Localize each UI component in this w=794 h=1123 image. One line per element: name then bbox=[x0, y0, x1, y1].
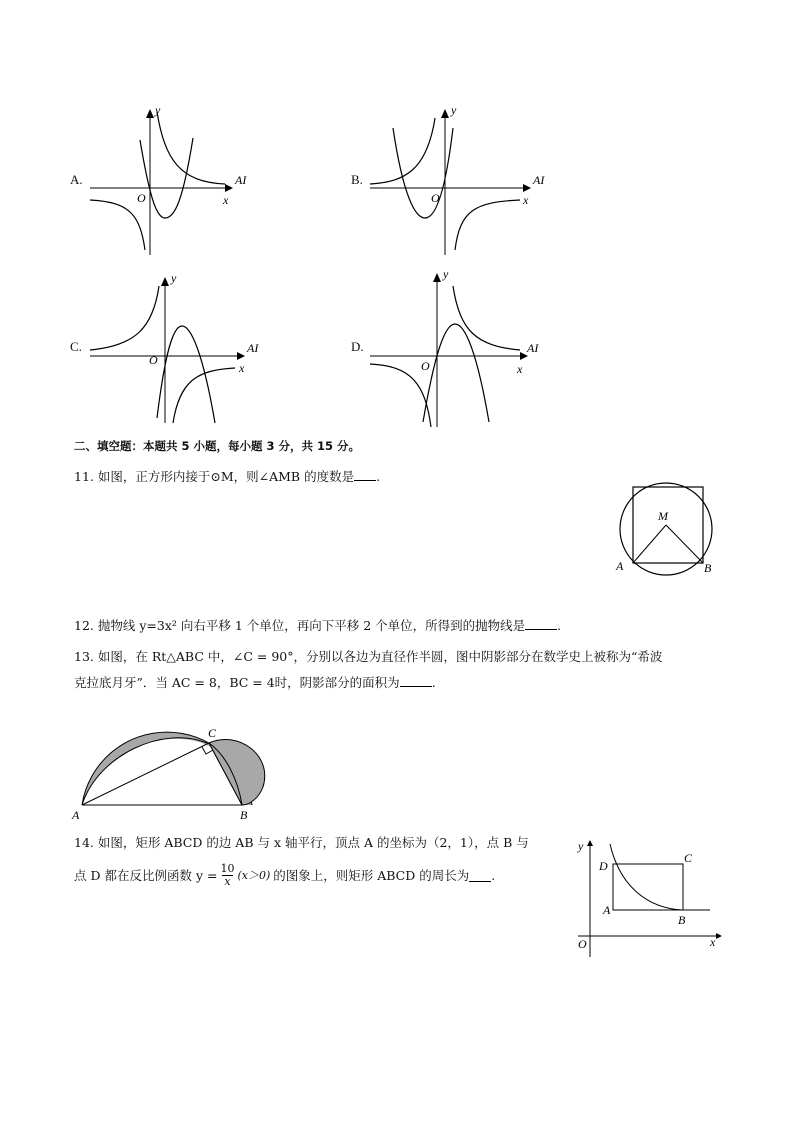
origin-label: O bbox=[431, 191, 440, 205]
section-title: 二、填空题：本题共 5 小题，每小题 3 分，共 15 分。 bbox=[74, 439, 361, 453]
question-13-end: . bbox=[431, 675, 436, 690]
point-c-label: C bbox=[684, 851, 693, 865]
origin-label: O bbox=[421, 359, 430, 373]
answer-blank-11[interactable] bbox=[354, 468, 376, 481]
option-b-label: B. bbox=[351, 172, 363, 187]
axis-x-label: x bbox=[239, 361, 245, 375]
axis-x-label: x bbox=[523, 193, 529, 207]
q13-figure bbox=[68, 715, 273, 823]
question-14-line2a: 点 D 都在反比例函数 y = bbox=[74, 867, 218, 883]
axis-y-label: y bbox=[443, 267, 449, 281]
point-a-label: A bbox=[603, 903, 611, 917]
option-b-graph bbox=[365, 100, 555, 260]
origin-label: O bbox=[137, 191, 146, 205]
option-d-label: D. bbox=[351, 339, 364, 354]
point-b-label: B bbox=[704, 561, 712, 575]
question-11-text: 11. 如图，正方形内接于⊙M，则∠AMB 的度数是 bbox=[74, 469, 355, 484]
question-14-line1: 14. 如图，矩形 ABCD 的边 AB 与 x 轴平行，顶点 A 的坐标为（2，1），点 B 与 bbox=[74, 835, 529, 850]
point-b-label: B bbox=[678, 913, 686, 927]
question-13 bbox=[74, 647, 724, 693]
question-14-line2b: 的图象上，则矩形 ABCD 的周长为 bbox=[273, 867, 470, 883]
question-12-text: 12. 抛物线 y=3x² 向右平移 1 个单位，再向下平移 2 个单位，所得到的抛物线是 bbox=[74, 618, 526, 633]
question-12 bbox=[74, 616, 561, 636]
q11-figure bbox=[610, 475, 730, 580]
fraction bbox=[220, 863, 234, 888]
point-c-label: C bbox=[208, 726, 217, 740]
question-14 bbox=[74, 833, 564, 888]
fraction-denominator: x bbox=[224, 875, 231, 888]
option-a-label: A. bbox=[70, 172, 83, 187]
option-d-graph bbox=[365, 262, 555, 430]
fraction-numerator: 10 bbox=[220, 862, 235, 875]
question-11-end: . bbox=[376, 469, 381, 484]
option-c-label: C. bbox=[70, 339, 82, 354]
ai-tag: AI bbox=[527, 341, 539, 355]
option-c-graph bbox=[85, 268, 275, 428]
question-13-line1: 13. 如图，在 Rt△ABC 中，∠C = 90°，分别以各边为直径作半圆，图中阴影部分在数学史上被称为“希波 bbox=[74, 649, 663, 664]
origin-label: O bbox=[578, 937, 587, 951]
answer-blank-12[interactable] bbox=[525, 617, 557, 630]
ai-tag: AI bbox=[235, 173, 247, 187]
axis-y-label: y bbox=[155, 103, 161, 117]
axis-y-label: y bbox=[451, 103, 457, 117]
point-m-label: M bbox=[658, 509, 668, 523]
point-d-label: D bbox=[599, 859, 608, 873]
point-a-label: A bbox=[616, 559, 624, 573]
question-12-end: . bbox=[557, 618, 562, 633]
question-13-line2: 克拉底月牙”．当 AC = 8，BC = 4时，阴影部分的面积为 bbox=[74, 675, 400, 690]
q14-figure bbox=[568, 832, 728, 962]
question-14-end: . bbox=[491, 867, 496, 883]
domain-condition: (x＞0) bbox=[237, 868, 271, 882]
question-11 bbox=[74, 467, 380, 487]
point-b-label: B bbox=[240, 808, 248, 822]
axis-y-label: y bbox=[578, 839, 584, 853]
answer-blank-14[interactable] bbox=[469, 869, 491, 882]
ai-tag: AI bbox=[533, 173, 545, 187]
axis-x-label: x bbox=[517, 362, 523, 376]
axis-x-label: x bbox=[223, 193, 229, 207]
ai-tag: AI bbox=[247, 341, 259, 355]
option-a-graph bbox=[85, 100, 255, 260]
point-a-label: A bbox=[72, 808, 80, 822]
origin-label: O bbox=[149, 353, 158, 367]
axis-y-label: y bbox=[171, 271, 177, 285]
answer-blank-13[interactable] bbox=[400, 674, 432, 687]
axis-x-label: x bbox=[710, 935, 716, 949]
